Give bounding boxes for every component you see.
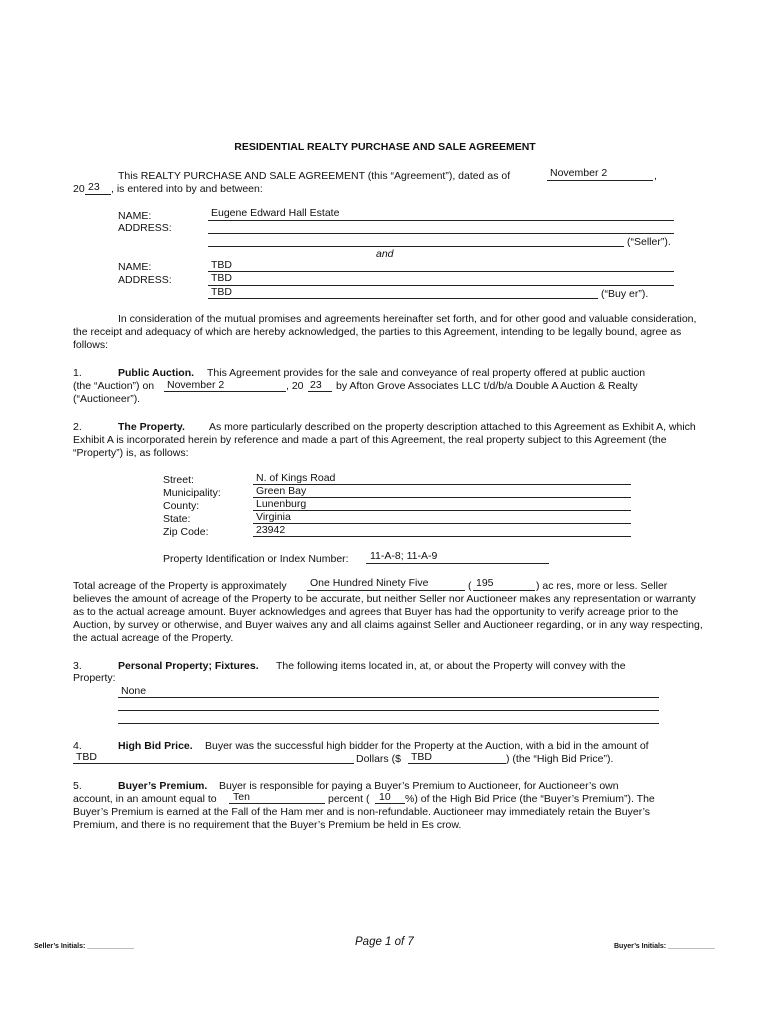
buyer-initials: Buyer’s Initials: ____________ — [614, 943, 715, 950]
property-field-line — [253, 497, 631, 498]
sec3-line-1 — [118, 697, 659, 698]
acreage-number: 195 — [476, 577, 494, 589]
acreage-words-line — [307, 590, 465, 591]
seller-suffix: (“Seller”). — [627, 236, 671, 248]
document-title: RESIDENTIAL REALTY PURCHASE AND SALE AGREEMENT — [234, 141, 536, 153]
sec5-num: 5. — [73, 780, 82, 792]
seller-name-line — [208, 220, 674, 221]
sec5-rest: Buyer’s Premium is earned at the Fall of the Ham mer and is non-refundable. Auctioneer may immediately retain the Buyer’s Premium, and there is no requirement that the Buyer’s Premium be held in Es crow. — [73, 806, 651, 831]
seller-address-label: ADDRESS: — [118, 222, 172, 234]
sec1-text-a: This Agreement provides for the sale and conveyance of real property offered at public auction — [207, 367, 646, 379]
sec5-words: Ten — [233, 791, 250, 803]
sec4-dollars: Dollars ($ — [356, 753, 401, 765]
sec1-text-b: (the “Auction”) on — [73, 380, 155, 392]
property-field-label: Street: — [163, 474, 194, 486]
property-field-label: State: — [163, 513, 191, 525]
property-field-line — [253, 536, 631, 537]
sec5-pre: account, in an amount equal to — [73, 793, 217, 805]
sec2-num: 2. — [73, 421, 82, 433]
sec3-heading: Personal Property; Fixtures. — [118, 660, 259, 672]
property-field-value: N. of Kings Road — [256, 472, 336, 484]
sec4-text: Buyer was the successful high bidder for the Property at the Auction, with a bid in the amount of — [205, 740, 649, 752]
pin-label: Property Identification or Index Number: — [163, 553, 349, 565]
intro-text: This REALTY PURCHASE AND SALE AGREEMENT (this “Agreement”), dated as of — [118, 170, 511, 182]
buyer-name-label: NAME: — [118, 261, 152, 273]
sec3-line-2 — [118, 710, 659, 711]
sec1-text-c: by Afton Grove Associates LLC t/d/b/a Double A Auction & Realty — [336, 380, 638, 392]
acreage-words: One Hundred Ninety Five — [310, 577, 429, 589]
sec1-num: 1. — [73, 367, 82, 379]
buyer-address-1: TBD — [211, 272, 232, 284]
buyer-address-label: ADDRESS: — [118, 274, 172, 286]
sec3-num: 3. — [73, 660, 82, 672]
buyer-address-line-2 — [208, 298, 598, 299]
sec5-mid: percent ( — [328, 793, 370, 805]
sec3-text2: Property: — [73, 672, 116, 684]
sec1-year: 23 — [310, 379, 322, 391]
sec1-heading: Public Auction. — [118, 367, 195, 379]
sec5-post: %) of the High Bid Price (the “Buyer’s Premium”). The — [405, 793, 655, 805]
seller-address-line-2 — [208, 246, 624, 247]
sec2-heading: The Property. — [118, 421, 185, 433]
sec3-line-3 — [118, 723, 659, 724]
intro-post: , is entered into by and between: — [111, 183, 263, 195]
property-field-line — [253, 510, 631, 511]
property-field-line — [253, 523, 631, 524]
sec3-text: The following items located in, at, or about the Property will convey with the — [276, 660, 626, 672]
sec4-num: 4. — [73, 740, 82, 752]
intro-year: 23 — [88, 181, 100, 193]
pin-line — [366, 563, 549, 564]
intro-date-line — [547, 180, 653, 181]
acreage-rest: believes the amount of acreage of the Property to be accurate, but neither Seller nor Auctioneer makes any representation or warranty as to the actual acreage amount. Buyer acknowledges and agrees that Buyer has had the opportunity to verify acreage prior to the Auction, by survey or otherwise, and Buyer waives any and all claims against Seller and Auctioneer regarding, or in any way respecting, the actual acreage of the Property. — [73, 593, 703, 644]
and-text: and — [376, 248, 394, 260]
acreage-pre: Total acreage of the Property is approximately — [73, 580, 287, 592]
buyer-address-line-1 — [208, 285, 674, 286]
consideration-paragraph: In consideration of the mutual promises and agreements hereinafter set forth, and for other good and valuable consideration, the receipt and adequacy of which are hereby acknowledged, the parties to this Agreement, intending to be legally bound, agree as follows: — [73, 313, 697, 351]
sec2-text: As more particularly described on the property description attached to this Agreement as Exhibit A, which Exhibit A is incorporated herein by reference and made a part of this Agreement, the real property subject to this Agreement (the “Property”) is, as follows: — [73, 421, 696, 459]
intro-date: November 2 — [550, 167, 608, 179]
acreage-open-paren: ( — [468, 580, 472, 592]
property-field-value: 23942 — [256, 524, 286, 536]
property-field-value: Virginia — [256, 511, 291, 523]
sec4-words: TBD — [76, 751, 97, 763]
pin-value: 11-A-8; 11-A-9 — [370, 550, 438, 562]
seller-name: Eugene Edward Hall Estate — [211, 207, 340, 219]
sec5-number: 10 — [379, 791, 391, 803]
sec4-heading: High Bid Price. — [118, 740, 193, 752]
sec3-value: None — [121, 685, 147, 697]
sec4-words-line — [73, 763, 354, 764]
seller-name-label: NAME: — [118, 210, 152, 222]
page-number: Page 1 of 7 — [355, 936, 414, 948]
property-field-label: Municipality: — [163, 487, 221, 499]
acreage-number-line — [473, 590, 535, 591]
intro-year-prefix: 20 — [73, 183, 85, 195]
sec1-year-prefix: , 20 — [286, 380, 304, 392]
property-field-label: County: — [163, 500, 200, 512]
sec4-amount: TBD — [411, 751, 432, 763]
buyer-address-2: TBD — [211, 286, 232, 298]
buyer-name: TBD — [211, 259, 232, 271]
seller-address-line-1 — [208, 233, 674, 234]
seller-initials: Seller’s Initials: ____________ — [34, 943, 135, 950]
property-field-value: Lunenburg — [256, 498, 307, 510]
buyer-suffix: (“Buy er”). — [601, 288, 649, 300]
acreage-post: ) ac res, more or less. Seller — [536, 580, 668, 592]
intro-comma: , — [654, 170, 657, 182]
property-field-label: Zip Code: — [163, 526, 209, 538]
sec5-text: Buyer is responsible for paying a Buyer’s Premium to Auctioneer, for Auctioneer’s own — [219, 780, 619, 792]
sec4-post: ) (the “High Bid Price”). — [506, 753, 614, 765]
buyer-name-line — [208, 271, 674, 272]
intro-year-line — [85, 194, 111, 195]
sec5-heading: Buyer’s Premium. — [118, 780, 208, 792]
sec1-date: November 2 — [167, 379, 225, 391]
sec1-text-d: (“Auctioneer”). — [73, 393, 141, 405]
property-field-value: Green Bay — [256, 485, 307, 497]
